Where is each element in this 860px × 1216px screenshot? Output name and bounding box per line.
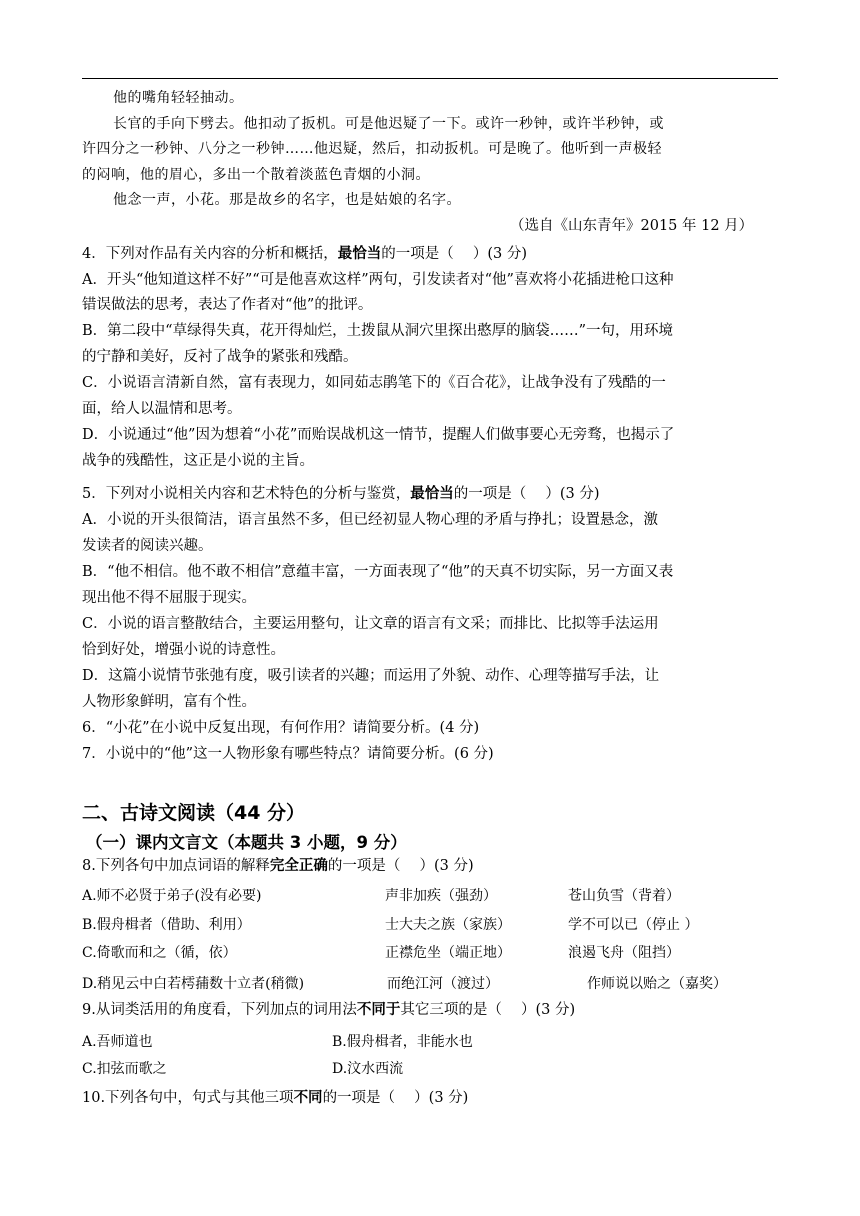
- q5-option-c-line-2: 恰到好处，增强小说的诗意性。: [82, 642, 285, 658]
- q8-d-col-3: 作师说以贻之（嘉奖）: [587, 976, 727, 992]
- q4-option-b-line-1: B．第二段中“草绿得失真，花开得灿烂，土拨鼠从洞穴里探出憨厚的脑袋……”一句，用环境: [82, 323, 673, 339]
- q8-b-col-1: B.假舟楫者（借助、利用）: [82, 917, 251, 933]
- q5-option-c-line-1: C．小说的语言整散结合，主要运用整句，让文章的语言有文采；而排比、比拟等手法运用: [82, 616, 659, 632]
- story-paragraph-2-line-3: 的闷响，他的眉心，多出一个散着淡蓝色青烟的小洞。: [82, 167, 430, 183]
- q4-option-d-line-1: D．小说通过“他”因为想着“小花”而贻误战机这一情节，提醒人们做事要心无旁骛，也揭示了: [82, 427, 675, 443]
- q8-c-col-3: 浪遏飞舟（阻挡）: [568, 945, 680, 961]
- q8-stem: 8.下列各句中加点词语的解释完全正确的一项是（ ）(3 分): [82, 857, 474, 874]
- q4-option-a-line-1: A．开头“他知道这样不好”“可是他喜欢这样”两句，引发读者对“他”喜欢将小花插进枪口这种: [82, 272, 674, 288]
- q8-a-col-2: 声非加疾（强劲）: [385, 888, 497, 904]
- q4-stem: 4．下列对作品有关内容的分析和概括，最恰当的一项是（ ）(3 分): [82, 245, 527, 262]
- q9-option-d: D.汶水西流: [332, 1061, 404, 1077]
- q7-question: 7．小说中的“他”这一人物形象有哪些特点？请简要分析。(6 分): [82, 746, 494, 762]
- q5-option-d-line-1: D．这篇小说情节张弛有度，吸引读者的兴趣；而运用了外貌、动作、心理等描写手法，让: [82, 668, 660, 684]
- q9-stem: 9.从词类活用的角度看，下列加点的词用法不同于其它三项的是（ ）(3 分): [82, 1001, 576, 1018]
- story-paragraph-3: 他念一声，小花。那是故乡的名字，也是姑娘的名字。: [113, 192, 461, 208]
- q8-b-col-3: 学不可以已（停止 ）: [568, 917, 699, 933]
- q5-option-b-line-2: 现出他不得不屈服于现实。: [82, 590, 256, 606]
- q8-d-col-1: D.稍见云中白若樗蒱数十立者(稍微): [82, 976, 305, 992]
- q8-c-col-2: 正襟危坐（端正地）: [385, 945, 511, 961]
- q8-a-col-3: 苍山负雪（背着）: [568, 888, 680, 904]
- q9-option-a: A.吾师道也: [82, 1034, 153, 1050]
- q4-option-a-line-2: 错误做法的思考，表达了作者对“他”的批评。: [82, 297, 373, 313]
- q8-a-col-1: A.师不必贤于弟子(没有必要): [82, 888, 262, 904]
- q4-option-c-line-2: 面，给人以温情和思考。: [82, 401, 242, 417]
- q5-option-d-line-2: 人物形象鲜明，富有个性。: [82, 694, 256, 710]
- q8-c-col-1: C.倚歌而和之（循，依）: [82, 945, 237, 961]
- q9-option-c: C.扣弦而歌之: [82, 1061, 167, 1077]
- q4-option-b-line-2: 的宁静和美好，反衬了战争的紧张和残酷。: [82, 349, 358, 365]
- q5-stem: 5．下列对小说相关内容和艺术特色的分析与鉴赏，最恰当的一项是（ ）(3 分): [82, 485, 600, 502]
- section-2-heading: 二、古诗文阅读（44 分）: [82, 802, 306, 824]
- q9-option-b: B.假舟楫者，非能水也: [332, 1034, 473, 1050]
- story-paragraph-2-line-2: 许四分之一秒钟、八分之一秒钟……他迟疑，然后，扣动扳机。可是晚了。他听到一声极轻: [82, 141, 662, 157]
- q10-stem: 10.下列各句中，句式与其他三项不同的一项是（ ）(3 分): [82, 1089, 469, 1106]
- q5-option-a-line-1: A．小说的开头很简洁，语言虽然不多，但已经初显人物心理的矛盾与挣扎；设置悬念，激: [82, 512, 658, 528]
- q8-b-col-2: 士大夫之族（家族）: [385, 917, 511, 933]
- q4-option-c-line-1: C．小说语言清新自然，富有表现力，如同茹志鹃笔下的《百合花》，让战争没有了残酷的一: [82, 375, 666, 391]
- q5-option-a-line-2: 发读者的阅读兴趣。: [82, 538, 213, 554]
- story-source: （选自《山东青年》2015 年 12 月）: [510, 218, 754, 234]
- q8-d-col-2: 而绝江河（渡过）: [387, 976, 499, 992]
- story-paragraph-1: 他的嘴角轻轻抽动。: [113, 90, 244, 106]
- q4-option-d-line-2: 战争的残酷性，这正是小说的主旨。: [82, 453, 314, 469]
- section-2-subheading: （一）课内文言文（本题共 3 小题，9 分）: [86, 833, 407, 852]
- q6-question: 6．“小花”在小说中反复出现，有何作用？请简要分析。(4 分): [82, 720, 480, 736]
- q5-option-b-line-1: B．“他不相信。他不敢不相信”意蕴丰富，一方面表现了“他”的天真不切实际，另一方面又表: [82, 564, 674, 580]
- story-paragraph-2-line-1: 长官的手向下劈去。他扣动了扳机。可是他迟疑了一下。或许一秒钟，或许半秒钟，或: [113, 116, 664, 132]
- header-rule: [82, 78, 778, 79]
